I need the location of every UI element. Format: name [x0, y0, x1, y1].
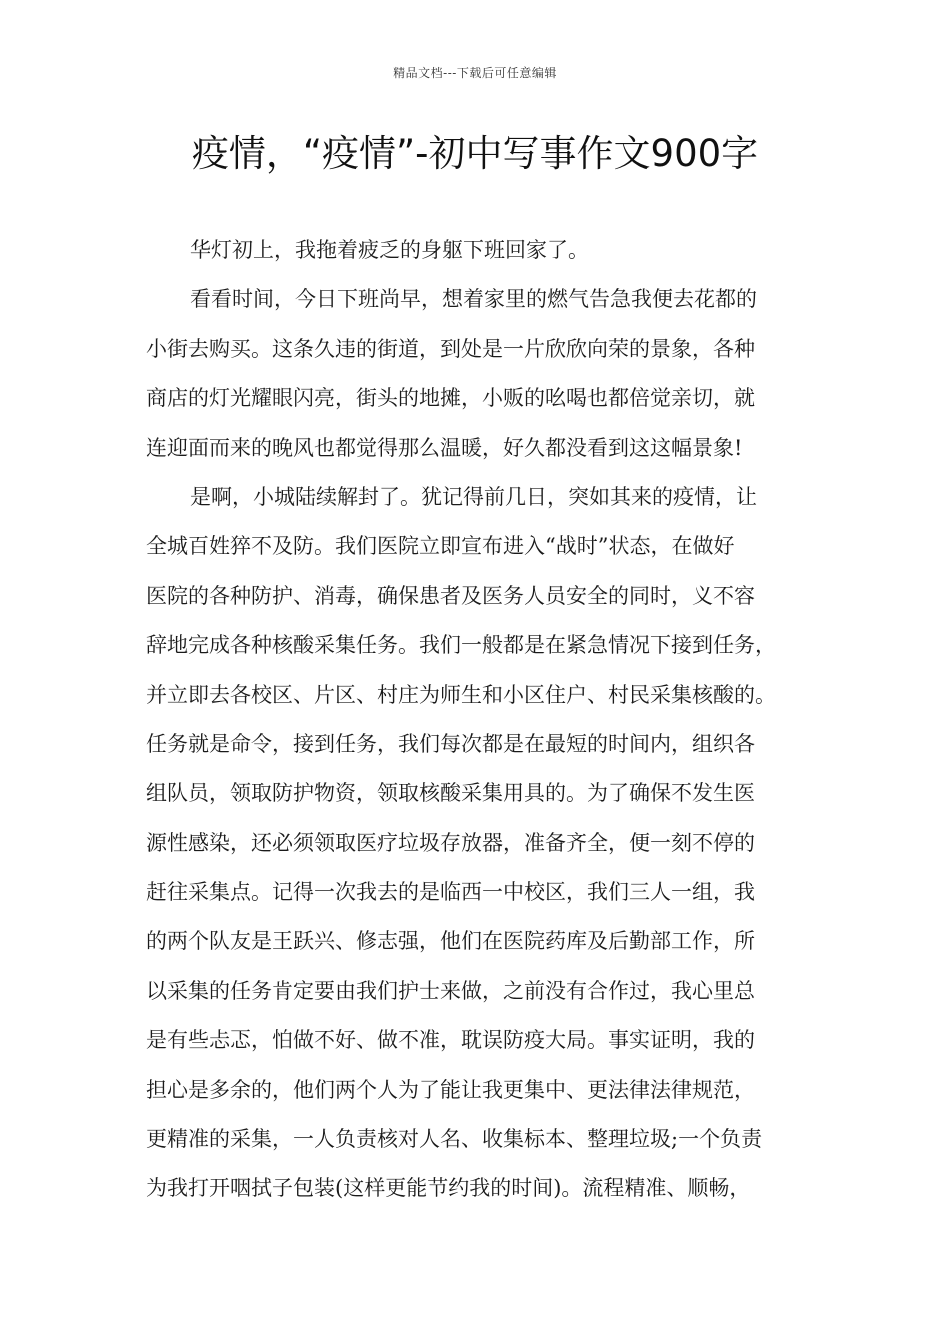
- text-line: 组队员，领取防护物资，领取核酸采集用具的。为了确保不发生医: [146, 781, 755, 806]
- text-line: 以采集的任务肯定要由我们护士来做，之前没有合作过，我心里总: [146, 978, 755, 1003]
- text-line: 任务就是命令，接到任务，我们每次都是在最短的时间内，组织各: [146, 731, 755, 756]
- header-note: 精品文档---下载后可任意编辑: [393, 66, 557, 80]
- text-line: 小街去购买。这条久违的街道，到处是一片欣欣向荣的景象，各种: [146, 336, 755, 361]
- article-body: [146, 226, 826, 1214]
- text-line: 全城百姓猝不及防。我们医院立即宣布进入“战时”状态，在做好: [146, 534, 735, 559]
- text-line: 商店的灯光耀眼闪亮，街头的地摊，小贩的吆喝也都倍觉亲切，就: [146, 386, 755, 411]
- text-line: 并立即去各校区、片区、村庄为师生和小区住户、村民采集核酸的。: [146, 682, 776, 707]
- text-line: 为我打开咽拭子包装(这样更能节约我的时间)。流程精准、顺畅，: [146, 1176, 751, 1201]
- text-line: 源性感染，还必须领取医疗垃圾存放器，准备齐全，便一刻不停的: [146, 830, 755, 855]
- text-line: 辞地完成各种核酸采集任务。我们一般都是在紧急情况下接到任务，: [146, 633, 776, 658]
- text-line: 是啊，小城陆续解封了。犹记得前几日，突如其来的疫情，让: [190, 484, 757, 509]
- text-line: 的两个队友是王跃兴、修志强，他们在医院药库及后勤部工作，所: [146, 929, 755, 954]
- text-line: 赶往采集点。记得一次我去的是临西一中校区，我们三人一组，我: [146, 880, 755, 905]
- text-line: 担心是多余的，他们两个人为了能让我更集中、更法律法律规范，: [146, 1077, 755, 1102]
- text-line: 是有些忐忑，怕做不好、做不准，耽误防疫大局。事实证明，我的: [146, 1028, 755, 1053]
- document-title: 疫情，“疫情”-初中写事作文900字: [191, 132, 759, 175]
- text-line: 连迎面而来的晚风也都觉得那么温暖，好久都没看到这这幅景象!: [146, 435, 743, 460]
- text-line: 看看时间，今日下班尚早，想着家里的燃气告急我便去花都的: [190, 287, 757, 312]
- text-line: 华灯初上，我拖着疲乏的身躯下班回家了。: [190, 238, 589, 262]
- text-line: 更精准的采集，一人负责核对人名、收集标本、整理垃圾;一个负责: [146, 1127, 763, 1152]
- text-line: 医院的各种防护、消毒，确保患者及医务人员安全的同时，义不容: [146, 583, 755, 608]
